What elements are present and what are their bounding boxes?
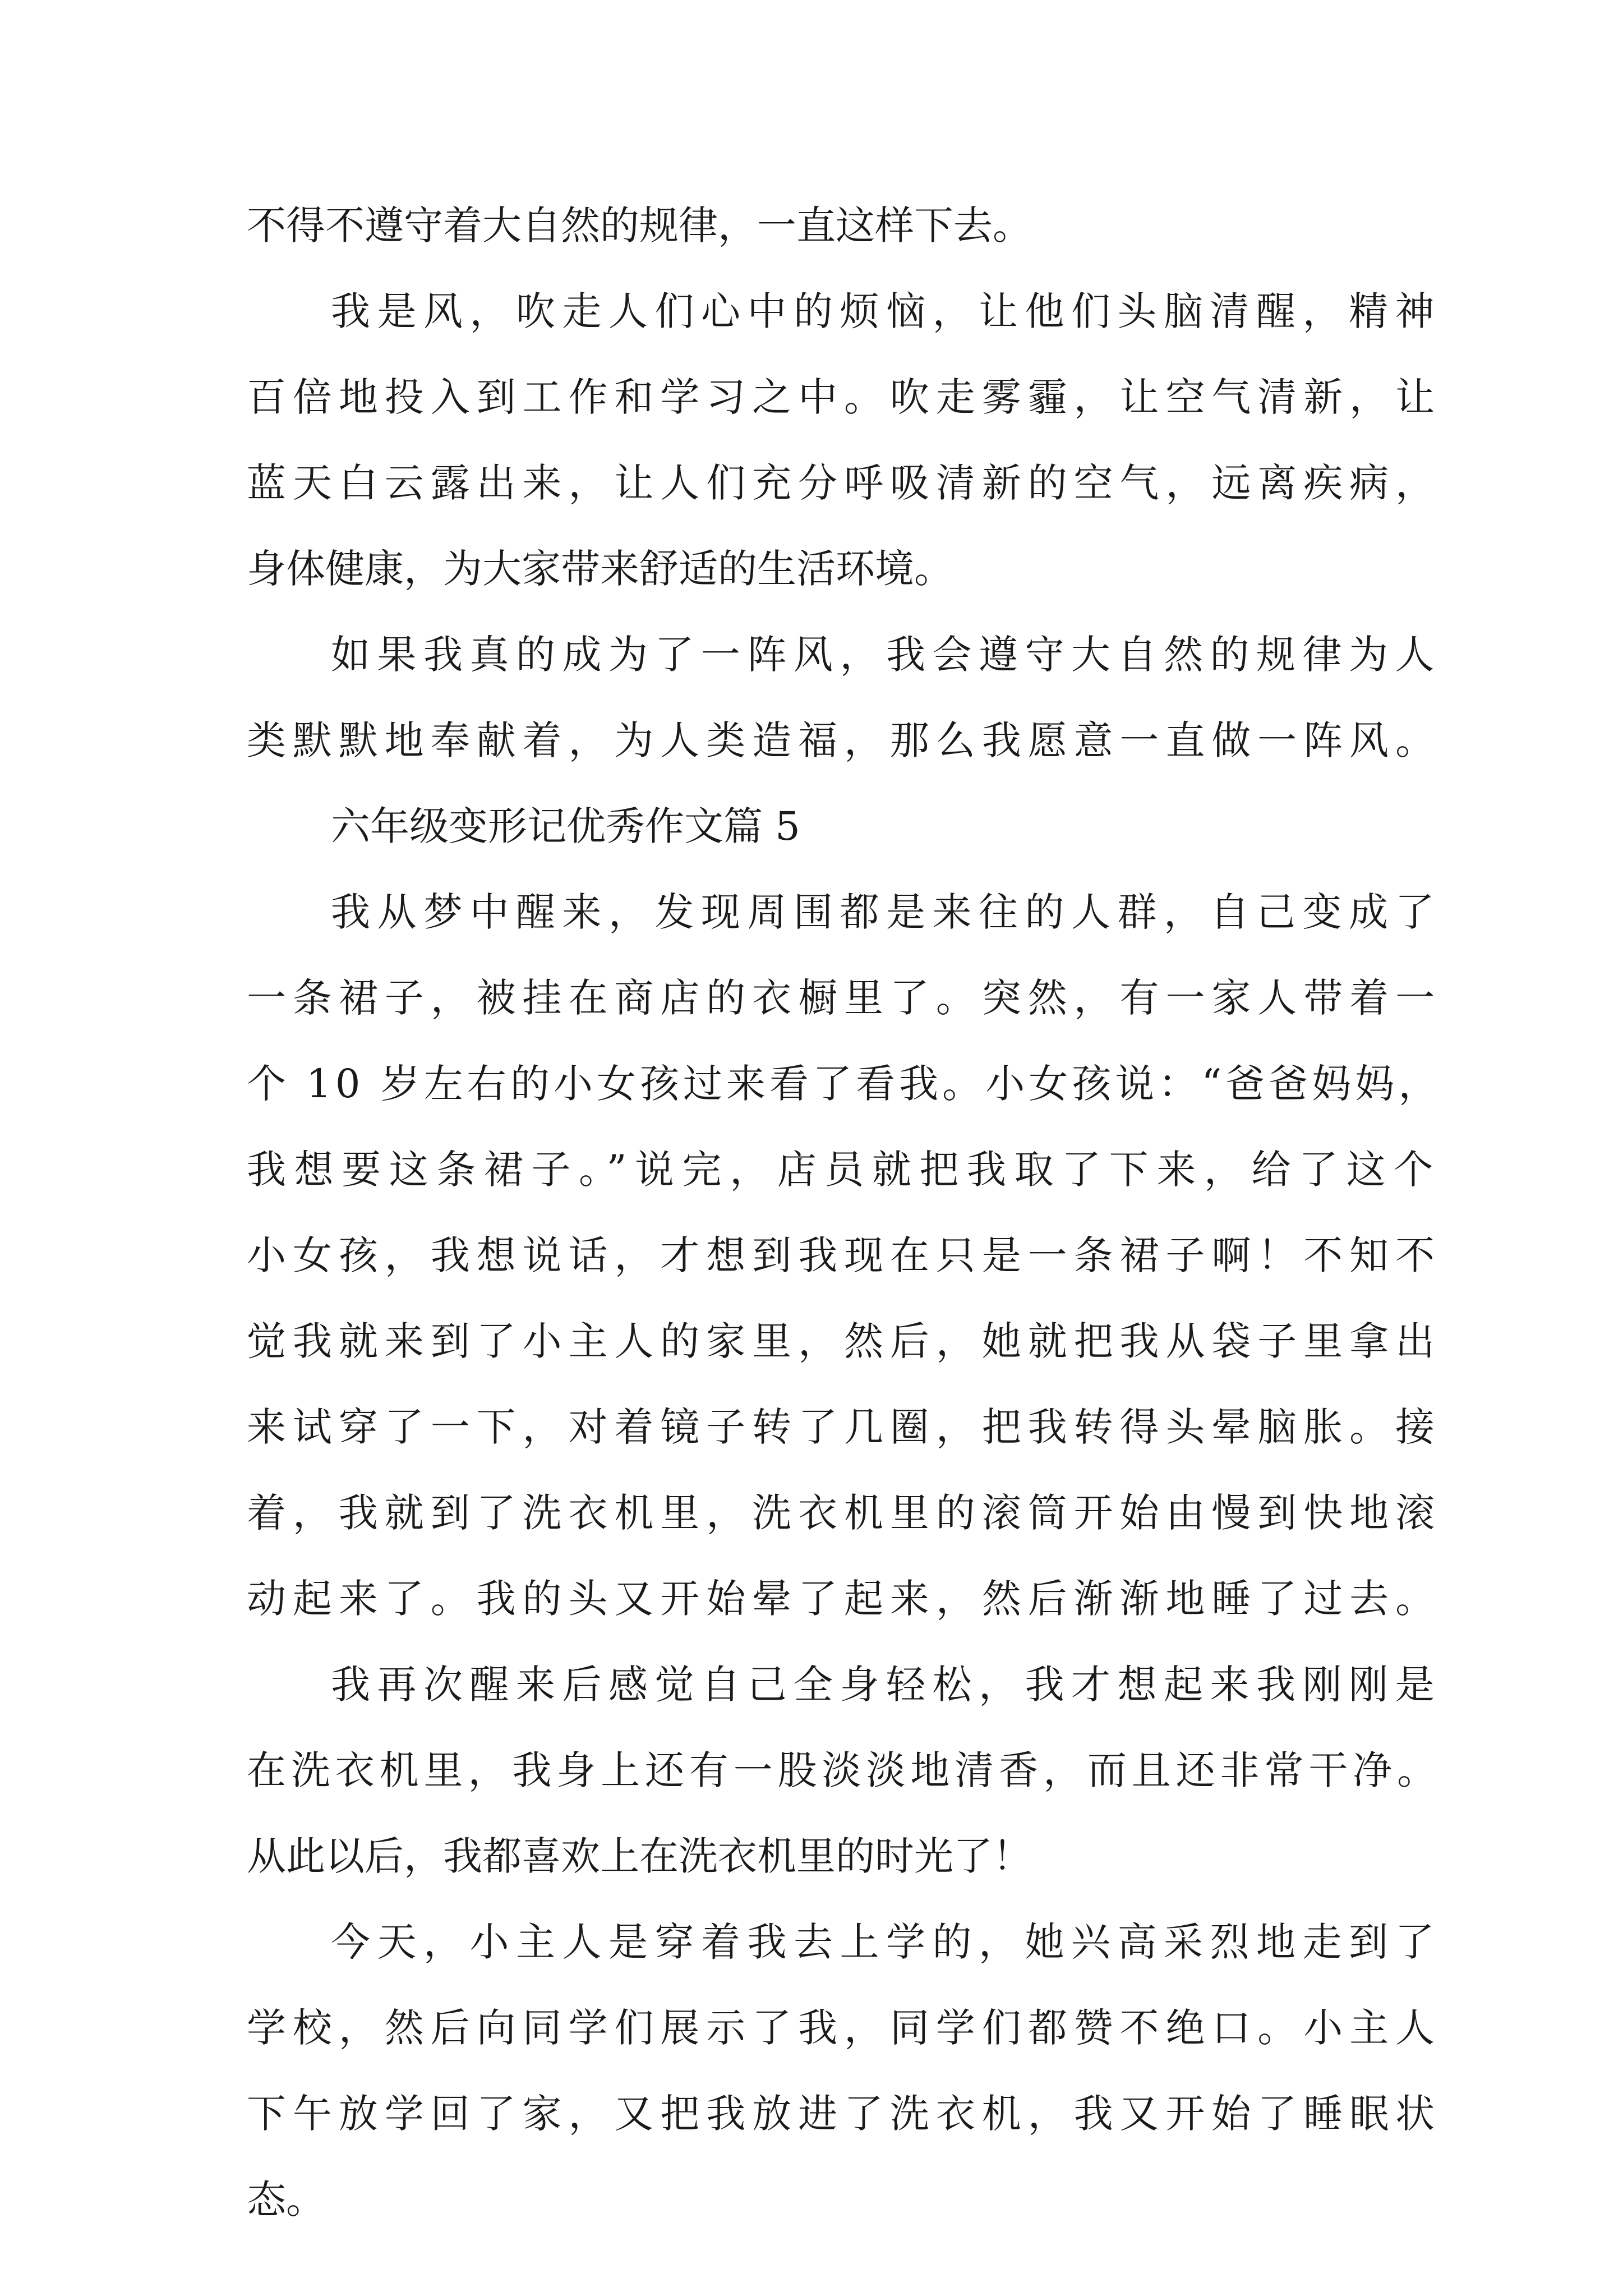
text-line: 不得不遵守着大自然的规律，一直这样下去。	[247, 203, 1032, 249]
text-line: 身体健康，为大家带来舒适的生活环境。	[247, 546, 953, 592]
text-line: 来试穿了一下，对着镜子转了几圈，把我转得头晕脑胀。接	[247, 1404, 1441, 1450]
text-line: 类默默地奉献着，为人类造福，那么我愿意一直做一阵风。	[247, 717, 1441, 763]
text-line: 我从梦中醒来，发现周围都是来往的人群，自己变成了	[331, 889, 1441, 935]
text-line: 我想要这条裙子。”说完，店员就把我取了下来，给了这个	[247, 1147, 1441, 1193]
text-line: 从此以后，我都喜欢上在洗衣机里的时光了！	[247, 1833, 1032, 1879]
text-line: 学校，然后向同学们展示了我，同学们都赞不绝口。小主人	[247, 2005, 1441, 2051]
text-line: 个 10 岁左右的小女孩过来看了看我。小女孩说：“爸爸妈妈，	[247, 1061, 1442, 1107]
text-line: 今天，小主人是穿着我去上学的，她兴高采烈地走到了	[331, 1919, 1441, 1965]
text-line: 下午放学回了家，又把我放进了洗衣机，我又开始了睡眠状	[247, 2091, 1441, 2137]
section-heading: 六年级变形记优秀作文篇 5	[331, 803, 800, 849]
text-line: 态。	[247, 2177, 325, 2223]
text-line: 我是风，吹走人们心中的烦恼，让他们头脑清醒，精神	[331, 288, 1441, 334]
text-line: 蓝天白云露出来，让人们充分呼吸清新的空气，远离疾病，	[247, 460, 1441, 506]
text-line: 一条裙子，被挂在商店的衣橱里了。突然，有一家人带着一	[247, 975, 1441, 1021]
text-line: 如果我真的成为了一阵风，我会遵守大自然的规律为人	[331, 632, 1441, 678]
text-line: 动起来了。我的头又开始晕了起来，然后渐渐地睡了过去。	[247, 1576, 1441, 1622]
text-line: 在洗衣机里，我身上还有一股淡淡地清香，而且还非常干净。	[247, 1747, 1441, 1793]
text-line: 觉我就来到了小主人的家里，然后，她就把我从袋子里拿出	[247, 1318, 1441, 1364]
text-line: 小女孩，我想说话，才想到我现在只是一条裙子啊！不知不	[247, 1232, 1441, 1278]
text-line: 百倍地投入到工作和学习之中。吹走雾霾，让空气清新，让	[247, 374, 1441, 420]
text-line: 我再次醒来后感觉自己全身轻松，我才想起来我刚刚是	[331, 1662, 1441, 1708]
text-line: 着，我就到了洗衣机里，洗衣机里的滚筒开始由慢到快地滚	[247, 1490, 1441, 1536]
